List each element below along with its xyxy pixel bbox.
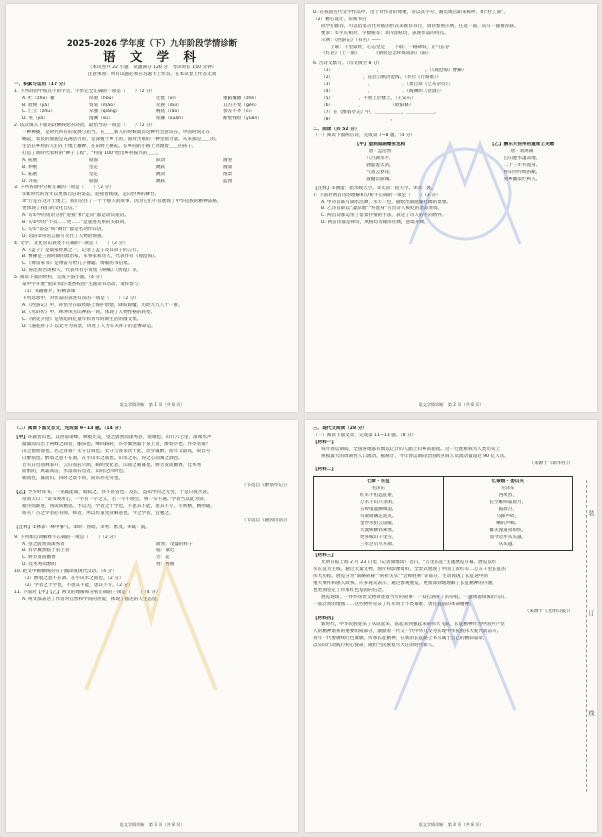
passage-source: （节选自《随园诗话》）: [241, 517, 290, 523]
question-9: 9. 下列加点词解释不正确的一项是（ ）（2 分）: [14, 534, 119, 540]
material-line: 一张泛黄的地图……这些物件见证了红军将士不畏艰难、勇往直前的革命精神。: [313, 601, 474, 607]
exam-info: （本试卷共 22 小题 试题满分 120 分 考试时长 150 分钟）: [87, 65, 217, 70]
question-6: 6. 古诗文默写。（诗文填空 8 分）: [313, 61, 383, 67]
exam-page-4: [305, 420, 597, 832]
passage-line: 若夫日出而林霏开，云归而岩穴暝，晦明变化者，山间之朝暮也。野芳发而幽香，佳木秀: [22, 462, 202, 468]
section-heading: （一）阅读下面文章，完成第 11~13 题。（8 分）: [313, 432, 417, 438]
material-line: 展览现场，一件件珍贵文物讲述着当年的故事：一双打满补丁的草鞋、一盏锈迹斑斑的马灯、: [321, 594, 510, 600]
page-footer: 语文学情诊断 第 3 页（共 8 页）: [119, 822, 185, 827]
exam-title: 2025-2026 学年度（下）九年阶段学情诊断: [66, 38, 238, 48]
option-row: C. 野芳发而幽香 芳：花: [22, 555, 170, 561]
q10-item: （1）醉翁之意不在酒，在乎山水之间也。（2 分）: [22, 576, 124, 582]
option-row: A. 拓展 稳固 跃动 画卷: [22, 157, 233, 163]
q3-options: A. 句①中的短语分别“迎接”和“走向”都是动宾短语。 B. 句②中的“不仅……更……”是递进关系的关联词。 C. 句①“姿态”和“舞台”都是名词作宾语。 D. 语段②用语言描写交代了人物的情感。: [22, 213, 129, 239]
option-row: C. 伫立（zhù） 牵强（qiǎng） 缠绕（rào） 参差不齐（cī）: [22, 109, 255, 115]
poem-left: 七律 · 长征 毛泽东 红军不怕远征难， 万水千山只等闲。 五岭逶迤腾细浪， 乌蒙磅礴走泥丸。 金沙水拍云崖暖， 大渡桥横铁索寒。 更喜岷山千里雪， 三军过后尽开颜。: [359, 479, 397, 547]
passage-line: 山之僧智仙也。名之者谁？太守自谓也。太守与客来饮于此，饮少辄醉，而年又最高，故自号: [22, 448, 211, 454]
question-5: 5. 阅读下面的材料，完成下面小题。（4 分）: [14, 275, 105, 281]
material-line: 新时代，中华民族迎来了从站起来、富起来到强起来的伟大飞跃。长征精神作为中国共产党: [321, 622, 505, 628]
q11-text: A. 两文都表达了作者对自然和学问的热爱，体现了豁达的人生态度。: [22, 596, 162, 602]
text-line: 《红岩》（上一联） 《钢铁是怎样炼成的》（联）: [321, 51, 432, 57]
material-line: 也更加坚定了传承红色基因的信念。: [313, 587, 387, 593]
question-10: 10. 把文中画横线的句子翻译成现代汉语。（4 分）: [14, 569, 117, 575]
text-line: 同学们推荐，可以借鉴古代对联的形式来推荐书目，请你参照示例，任选一部，试写一副推荐联。: [321, 23, 519, 29]
passage-line: 潺潺而泻出于两峰之间者，酿泉也。峰回路转，有亭翼然临于泉上者，醉翁亭也。作亭者谁？: [22, 441, 211, 447]
q5-intro: 某中学开展“悦读书韵·墨香校园”主题读书活动，请你参与：: [22, 282, 144, 288]
passage-line: 嗟夫！古之学者必有师，师者，所以传道受业解惑也。今之学者，宜勉之。: [22, 510, 174, 516]
option-row: A. 望之蔚然而深秀者 蔚然：茂盛的样子: [22, 541, 193, 547]
question-1: 1. 下列词语中加点字的字音、字形完全正确的一项是（ ）（2 分）: [14, 88, 156, 94]
binding-line: [586, 480, 587, 792]
passage-source: （节选自《醉翁亭记》）: [241, 483, 290, 489]
question-7: 7. 下面对两首诗的理解和分析不正确的一项是（ ）（3 分）: [313, 192, 441, 198]
passage-line: 常谓人曰：“读书须用心，一字有一字之义，若一字不理会，则一句不通。”学者当以此为训，: [22, 497, 209, 503]
passage-notes: 【注释】①林霏：林中雾气。②暝：昏暗。③秀：繁茂。④辄：就。: [14, 524, 150, 530]
passage-b-label: 【乙】予少时读书，一见辄能诵，暗疏之，亦不甚省也。及长，益知学问之无穷，于是日夜苦读。: [14, 490, 212, 496]
option-row: B. 有亭翼然临于泉上者 临：靠近: [22, 548, 175, 554]
passage-a-label: 【甲】环滁皆山也。其西南诸峰，林壑尤美，望之蔚然而深秀者，琅琊也。山行六七里，渐闻水声: [14, 434, 212, 440]
q3-passage: ①新时代的青年以更加自信的姿态，迎接着挑战，走向世界的舞台。 ②“行走在这片土地上，我们记住了一个个感人的故事，因为它们不仅展现了中华民族的精神品格， 更体现了我们的文化自信。”: [22, 192, 222, 212]
material-line: 军长征为主线，通过大量文物、图片和影像资料，全景式展现了中国工农红军二万五千里长征的: [313, 567, 506, 573]
q2-options: [14, 158, 290, 186]
material-line: 重大事件和感人故事。许多观众表示，通过参观展览，更加深刻地理解了长征精神的内涵，: [313, 581, 497, 587]
passage-line: 而繁阴，风霜高洁，水落而石出者，山间之四时也。: [22, 469, 128, 475]
poem-box: [313, 476, 573, 551]
exam-page-3: [6, 420, 298, 832]
q7-options: A. 甲诗首联写湖水浩渺，水天一色，描绘出洞庭湖壮阔的景象。 B. 乙诗首联以“凄凉地”“弃置身”写出诗人被贬的悲凉处境。 C. 两首诗都运用了借景抒情的手法，表达了诗人的不同情怀。 D. 两首诗都是律诗，风格均为雄浑壮阔，意境开阔。: [321, 199, 452, 226]
option-row: A. 贮（zhù）蓄 厚重（hòu） 迁徙（xǐ） 重蹈覆辙（zhé）: [22, 95, 259, 101]
q5-sub1-text: 下列选项中，对作品的表述有误的一项是（ ）（2 分）: [22, 295, 139, 301]
exam-subject: 语 文 学 科: [102, 49, 202, 64]
exam-page-1: [6, 4, 298, 412]
poem-notes: 【注释】①涵虚：指水映天空。②太清：指天空。③济：渡。: [313, 185, 436, 191]
binding-mark: 订: [587, 610, 594, 616]
part-heading: 一、积累与运用（17 分）: [14, 81, 68, 87]
material-line: 规模最大的周期性人口流动。据统计，今年春运期间全国跨区域人员流动量超过 90 亿人次。: [321, 453, 509, 459]
option-row: D. 开拓 稳固 跳跃 蓝图: [22, 178, 233, 184]
material-source: （来源于《光明日报》）: [524, 608, 573, 614]
material-source: （来源于《新华社》）: [529, 460, 573, 466]
q5-sub1: （1）书籍推介，好精读课: [22, 289, 76, 294]
passage-line: 曰醉翁也。醉翁之意不在酒，在乎山水之间也。山水之乐，得之心而寓之酒也。: [22, 455, 183, 461]
page-footer: 语文学情诊断 第 4 页（共 8 页）: [418, 822, 484, 827]
material-line: 每年春运期间，全国各地都有数以亿计的人踏上归乡的旅程。这一迁徙被称为人类历史上: [321, 446, 501, 452]
page-footer: 语文学情诊断 第 1 页（共 8 页）: [119, 402, 185, 407]
option-row: B. 伸展 坚定 跳跃 画面: [22, 164, 233, 170]
material-line: 人的精神谱系的重要组成部分，激励着一代又一代中华儿女为实现中华民族伟大复兴而奋斗。: [313, 629, 502, 635]
section-heading: （一）阅读下面两首诗，完成第 7~8 题。（4 分）: [313, 133, 415, 139]
option-row: D. 佳木秀而繁阴 秀：秀丽: [22, 562, 175, 568]
section-heading: （二）阅读下面文言文，完成第 9~13 题。（14 分）: [14, 426, 124, 431]
material-label: 【材料四】: [313, 615, 336, 621]
option-row: D. 荚（jiá） 漫溯（sù） 炫耀（xuàn） 断壁残垣（yuán）: [22, 116, 262, 122]
text-line: D. 在我国古代文学作品中，出于对作者的尊重，常以其字号、籍贯或官职来称呼，如“杜工部”。: [313, 10, 508, 15]
question-4: 4. 文学、文化常识表述不正确的一项是（ ）（2 分）: [14, 240, 128, 246]
q4-options: A.《孟子》是儒家经典之一，记录了孟子及其弟子的言行。 B. 曹操是三国时期的政治家、军事家和诗人，代表作有《观沧海》。 C.《傅雷家书》是傅雷写给儿子傅聪、傅敏的书信集。 D. 鲁迅原名周树人，代表作有小说集《呐喊》《彷徨》等。: [22, 247, 159, 274]
q1-options: [14, 96, 290, 124]
text-line: 上联：千里取经，心志坚定 下联：一路降妖，正气长存: [321, 44, 450, 50]
option-row: C. 拓展 坚定 跳动 图景: [22, 171, 233, 177]
part-heading: 二、阅读（共 52 分）: [313, 126, 360, 132]
passage-line: 循序而渐进，熟读而精思。予以为，学者之于学也，不患其不能，患其不专。专则精，精则通。: [22, 503, 215, 509]
poem-right: 忆秦娥 · 娄山关 毛泽东 西风烈， 长空雁叫霜晨月。 霜晨月， 马蹄声碎， 喇叭声咽。 雄关漫道真如铁， 而今迈步从头越。 从头越，: [443, 477, 573, 550]
option-row: B. 脸颊（jiá） 贸易（mào） 兑换（duì） 亘古不变（gèn）: [22, 102, 260, 108]
material-label: 【材料二】: [313, 467, 336, 473]
material-line: 以实际行动践行初心使命，做担当民族复兴大任的时代新人。: [313, 643, 438, 649]
binding-mark: 线: [587, 710, 594, 716]
poem-pair: [313, 142, 589, 183]
text-line: 示例：《西游记》（书名）——: [321, 37, 381, 43]
q6-blanks: （1） ， 。（《观沧海》曹操） （2） ，直挂云帆济沧海。（李白《行路难》） （3） ， 。（龚自珍《己亥杂诗》） （4） ， 。（陶渊明《饮酒》） （5） ，不须上层楼上。（王安石） （6） ， （欧阳修） （7）在《醉翁亭记》中，＿＿＿＿＿＿，＿＿＿＿＿＿。 （8） 。: [321, 68, 467, 122]
question-3: 3. 下列各项中分析正确的一项是（ ）（2 分）: [14, 185, 114, 191]
question-11: 11. 下面对【甲】【乙】两文的理解和分析正确的一项是（ ）（4 分）: [14, 589, 161, 595]
passage-line: 朝而往，暮而归，四时之景不同，而乐亦无穷也。: [22, 476, 124, 482]
material-line: 伟大历程。展览分为“战略转移”“转折关头”“会师胜利”等部分，生动再现了长征途中的: [313, 574, 489, 580]
question-2: 2. 依次填入下面语段横线处的词语，最恰当的一项是（ ）（2 分）: [14, 123, 156, 129]
material-line: 光明日报上海 2 月 23 日电（记者颜维琦）近日，“万里长征”主题展览开幕，展览以红: [321, 560, 497, 566]
material-label: 【材料一】: [313, 439, 336, 445]
part-heading: 三、现代文阅读（28 分）: [313, 426, 367, 431]
poem-b: 【乙】酬乐天扬州初逢席上见赠 唐 · 刘禹锡 巴山楚水凄凉地， 二十三年弃置身。 怀旧空吟闻笛赋， 到乡翻似烂柯人。: [489, 142, 555, 182]
text-line: （2）精心设计，荐阅书目: [313, 16, 367, 22]
q5-options: A.《西游记》中，孙悟空在取经路上保护唐僧，降妖除魔，历经九九八十一难。 B.《水浒传》中，林冲风雪山神庙一回，体现了人物性格的转变。 C.《朝花夕拾》是鲁迅回忆童年和青年时期生活的散文集。 D.《骆驼祥子》以北平为背景，讲述了人力车夫祥子的悲惨命运。: [22, 302, 183, 329]
exam-notice: 注意事项：所有试题必须在答题卡上作答，在本试卷上作答无效: [87, 71, 217, 77]
exam-page-2: [305, 4, 597, 412]
q10-item: （2）学者之于学也，不患其不能，患其不专。（2 分）: [22, 582, 133, 588]
q2-passage: 一种种播，是时代所有的发展与担当。在＿＿新人的时候就有这种社会意识在。中国时尚正在 崛起，农民的面貌是充满活力的，是深植于乡土的，面对苦难的一种坚韧力量，从来都是＿＿的。 生活在乡村的人们在土地上播种，在田野上耕耘，在乡间的小路上奔跑着＿＿的孩子， 打造了新时代农村的“种子工程”，“村南 100”绘出乡村振兴的＿＿。: [22, 130, 220, 156]
binding-mark: 装: [587, 510, 594, 516]
poem-a: 【甲】望洞庭湖赠张丞相 唐 · 孟浩然 八月湖水平， 涵虚混太清。 气蒸云梦泽， 波撼岳阳城。: [354, 142, 406, 182]
page-footer: 语文学情诊断 第 2 页（共 8 页）: [418, 402, 484, 407]
q9-options: [14, 542, 290, 570]
material-line: 青年一代要赓续红色血脉，传承长征精神，在新的长征路上书写属于自己的精彩篇章，: [313, 636, 488, 642]
text-line: 要求：①平仄相对，字数相等；②内容贴切，表现作品的特点。: [321, 30, 449, 36]
material-label: 【材料三】: [313, 553, 336, 559]
